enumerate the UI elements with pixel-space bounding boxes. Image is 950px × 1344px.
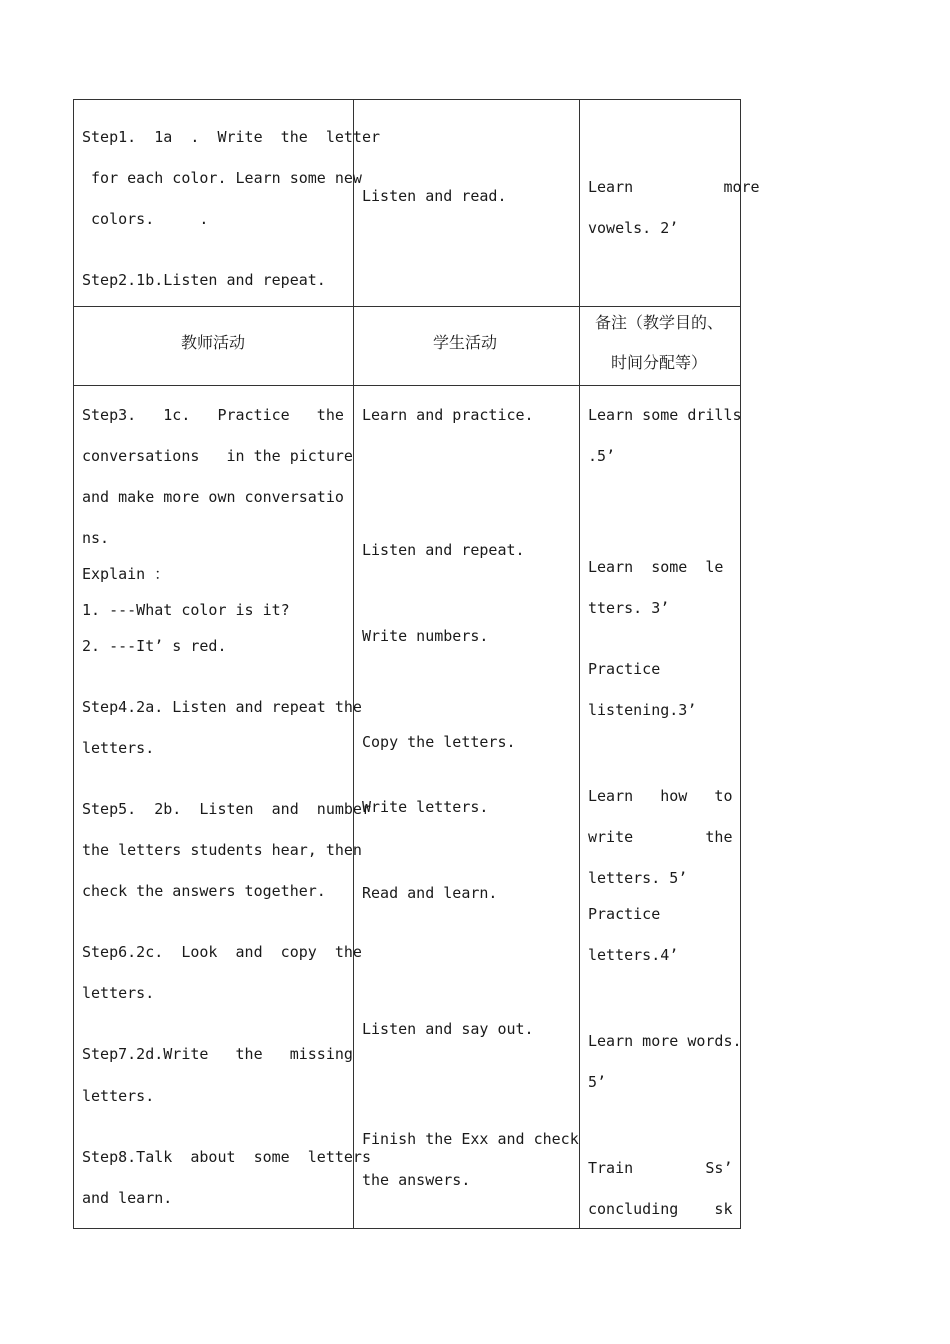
teacher-line: 2. ---It’ s red. [82,637,227,655]
notes-line: tters. 3’ [588,599,670,617]
teacher-line: ns. [82,529,110,547]
notes-line: Practice [588,660,661,678]
student-line: Learn and practice. [362,406,534,424]
notes-line: letters.4’ [588,946,679,964]
column-divider [579,100,580,1228]
top-notes-line-2: vowels. 2’ [588,219,679,237]
top-notes-line-1: Learn more [588,178,760,196]
row-divider [74,306,740,307]
header-notes-line-1: 备注（教学目的、 [595,313,724,332]
teacher-line: Step8.Talk about some letters [82,1148,371,1166]
notes-line: concluding sk [588,1200,733,1218]
top-teacher-line-1: Step1. 1a . Write the letter [82,128,381,146]
student-line: Finish the Exx and check [362,1130,579,1148]
teacher-line: letters. [82,984,155,1002]
teacher-line: Explain ： [82,565,170,583]
student-line: Write letters. [362,798,489,816]
notes-line: Learn more words. [588,1032,742,1050]
header-teacher-activity: 教师活动 [181,333,246,352]
teacher-line: and learn. [82,1189,173,1207]
student-line: Listen and say out. [362,1020,534,1038]
teacher-line: check the answers together. [82,882,326,900]
teacher-line: Step7.2d.Write the missing [82,1045,353,1063]
top-student-text: Listen and read. [362,187,507,205]
notes-line: Learn some drills [588,406,742,424]
teacher-line: Step6.2c. Look and copy the [82,943,362,961]
teacher-line: letters. [82,739,155,757]
notes-line: 5’ [588,1073,607,1091]
notes-line: write the [588,828,733,846]
student-line: Write numbers. [362,627,489,645]
teacher-line: letters. [82,1087,155,1105]
notes-line: listening.3’ [588,701,697,719]
notes-line: Learn some le [588,558,724,576]
top-teacher-line-2: for each color. Learn some new [82,169,362,187]
teacher-line: and make more own conversatio [82,488,344,506]
teacher-line: conversations in the picture [82,447,353,465]
teacher-line: Step3. 1c. Practice the [82,406,344,424]
row-divider [74,385,740,386]
notes-line: .5’ [588,447,616,465]
column-divider [353,100,354,1228]
header-student-activity: 学生活动 [433,333,498,352]
top-teacher-line-3: colors. . [82,210,209,228]
teacher-line: the letters students hear, then [82,841,362,859]
student-line: Copy the letters. [362,733,516,751]
student-line: Read and learn. [362,884,498,902]
notes-line: Practice [588,905,661,923]
notes-line: Train Ss’ [588,1159,733,1177]
notes-line: letters. 5’ [588,869,688,887]
teacher-line: Step5. 2b. Listen and number [82,800,371,818]
student-line: Listen and repeat. [362,541,525,559]
header-notes-line-2: 时间分配等） [611,353,708,372]
student-line: the answers. [362,1171,471,1189]
top-teacher-line-4: Step2.1b.Listen and repeat. [82,271,326,289]
teacher-line: 1. ---What color is it? [82,601,290,619]
notes-line: Learn how to [588,787,733,805]
teacher-line: Step4.2a. Listen and repeat the [82,698,362,716]
